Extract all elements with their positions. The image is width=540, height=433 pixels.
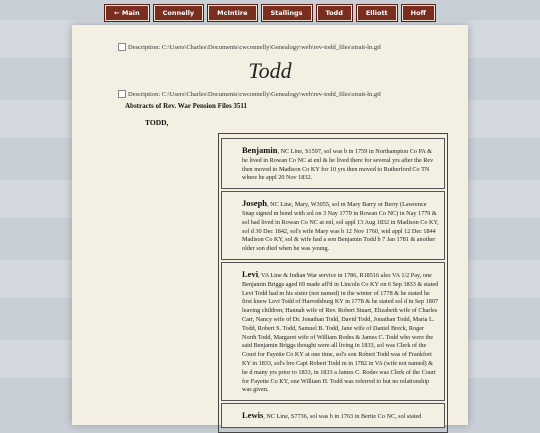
nav-stallings-button[interactable]: Stallings: [262, 5, 312, 21]
divider-image-placeholder: [118, 90, 448, 98]
image-alt-text: Description: C:\Users\Charles\Documents\cwconnelly\Genealogy\web\rev-todd_files\strait-ln.gif: [128, 90, 382, 98]
records-table: [218, 133, 448, 433]
record-name: Joseph: [242, 198, 268, 209]
top-navigation: [0, 5, 540, 21]
nav-todd-button[interactable]: Todd: [317, 5, 352, 21]
page-title: Todd: [248, 58, 292, 83]
abstract-heading: Abstracts of Rev. War Pension Files 3511: [125, 102, 248, 110]
record-name: Levi: [242, 268, 259, 279]
nav-mcintire-button[interactable]: McIntire: [208, 5, 256, 21]
nav-hoff-button[interactable]: Hoff: [402, 5, 435, 21]
nav-elliott-button[interactable]: Elliott: [357, 5, 397, 21]
record-entry: [221, 262, 445, 401]
record-text: , VA Line & Indian War service in 1786, R18516 also VA 1/2 Pay, one Benjamin Briggs aged 69 made aff'd in Lincoln Co KY on 6 Sep 1833 & stated Levi Todd had m his sister (not named) in the winter of 1778 & he stated he first knew Levi Todd of Harrodsburg KY in 1778 & he stated sol d in Sep 1807 leaving children; Hannah wife of Rev. Robert Stuart, Elizabeth wife of Charles Carr, Nancy wife of Dr. Jonathan Todd, David Todd, Jonathan Todd, Maria L. Todd, Robert S. Todd, Samuel B. Todd, Jane wife of Daniel Breck, Roger North Todd, Margaret wife of William Rodes & James C. Todd who were the said Benjamin Briggs thought were all living in 1833, sol was Clerk of the Court for Fayette Co KY at one time, sol's son Robert Todd was of Frankfort KY in 1833, sol's bro Capt Robert Todd m in 1782 in VA (wife not named) & he d many yrs prior to 1833, in 1833 a James C. Rodes was Clerk of the Court for Fayette Co KY, one William H. Todd was referred to but no relationship was given.: [242, 271, 439, 394]
record-text: , NC Line, S1597, sol was b in 1759 in Northampton Co PA & he lived in Rowan Co NC at enl & he lived there for several yrs after the Rev then moved to Madison Co KY for 10 yrs then moved to Rutherford Co TN where he appl 20 Nov 1832.: [242, 148, 434, 182]
page-content: [72, 25, 468, 425]
record-text: , NC Line, S7736, sol was b in 1763 in Bertie Co NC, sol stated: [263, 413, 422, 421]
record-entry: [221, 403, 445, 428]
surname-heading: TODD,: [145, 118, 169, 127]
record-text: , NC Line, Mary, W3055, sol m Mary Barry or Berry (Lawrence Snap signed m bond with sol on 3 Nay 1779 in Rowan Co NC) in Nay 1779 & sol had lived in Rowan Co NC at enl, sol appl 13 Aug 1832 in Madison Co KY, sol d 30 Dec 1842, sol's wife Mary was b 12 Nov 1760, wid appl 12 Dec 1844 Madison Co KY, sol & wife had a son Benjamin Todd b 7 Jan 1781 & another older son died when he was young.: [242, 201, 439, 253]
nav-connelly-button[interactable]: Connelly: [154, 5, 204, 21]
divider-image-placeholder: [118, 43, 448, 51]
image-alt-text: Description: C:\Users\Charles\Documents\cwconnelly\Genealogy\web\rev-todd_files\strait-ln.gif: [128, 43, 382, 51]
record-name: Lewis: [242, 410, 264, 421]
broken-image-icon: [118, 43, 126, 51]
record-entry: [221, 191, 445, 260]
record-name: Benjamin: [242, 145, 278, 155]
nav-main-button[interactable]: ← Main: [105, 5, 148, 21]
record-entry: [221, 138, 445, 189]
broken-image-icon: [118, 90, 126, 98]
